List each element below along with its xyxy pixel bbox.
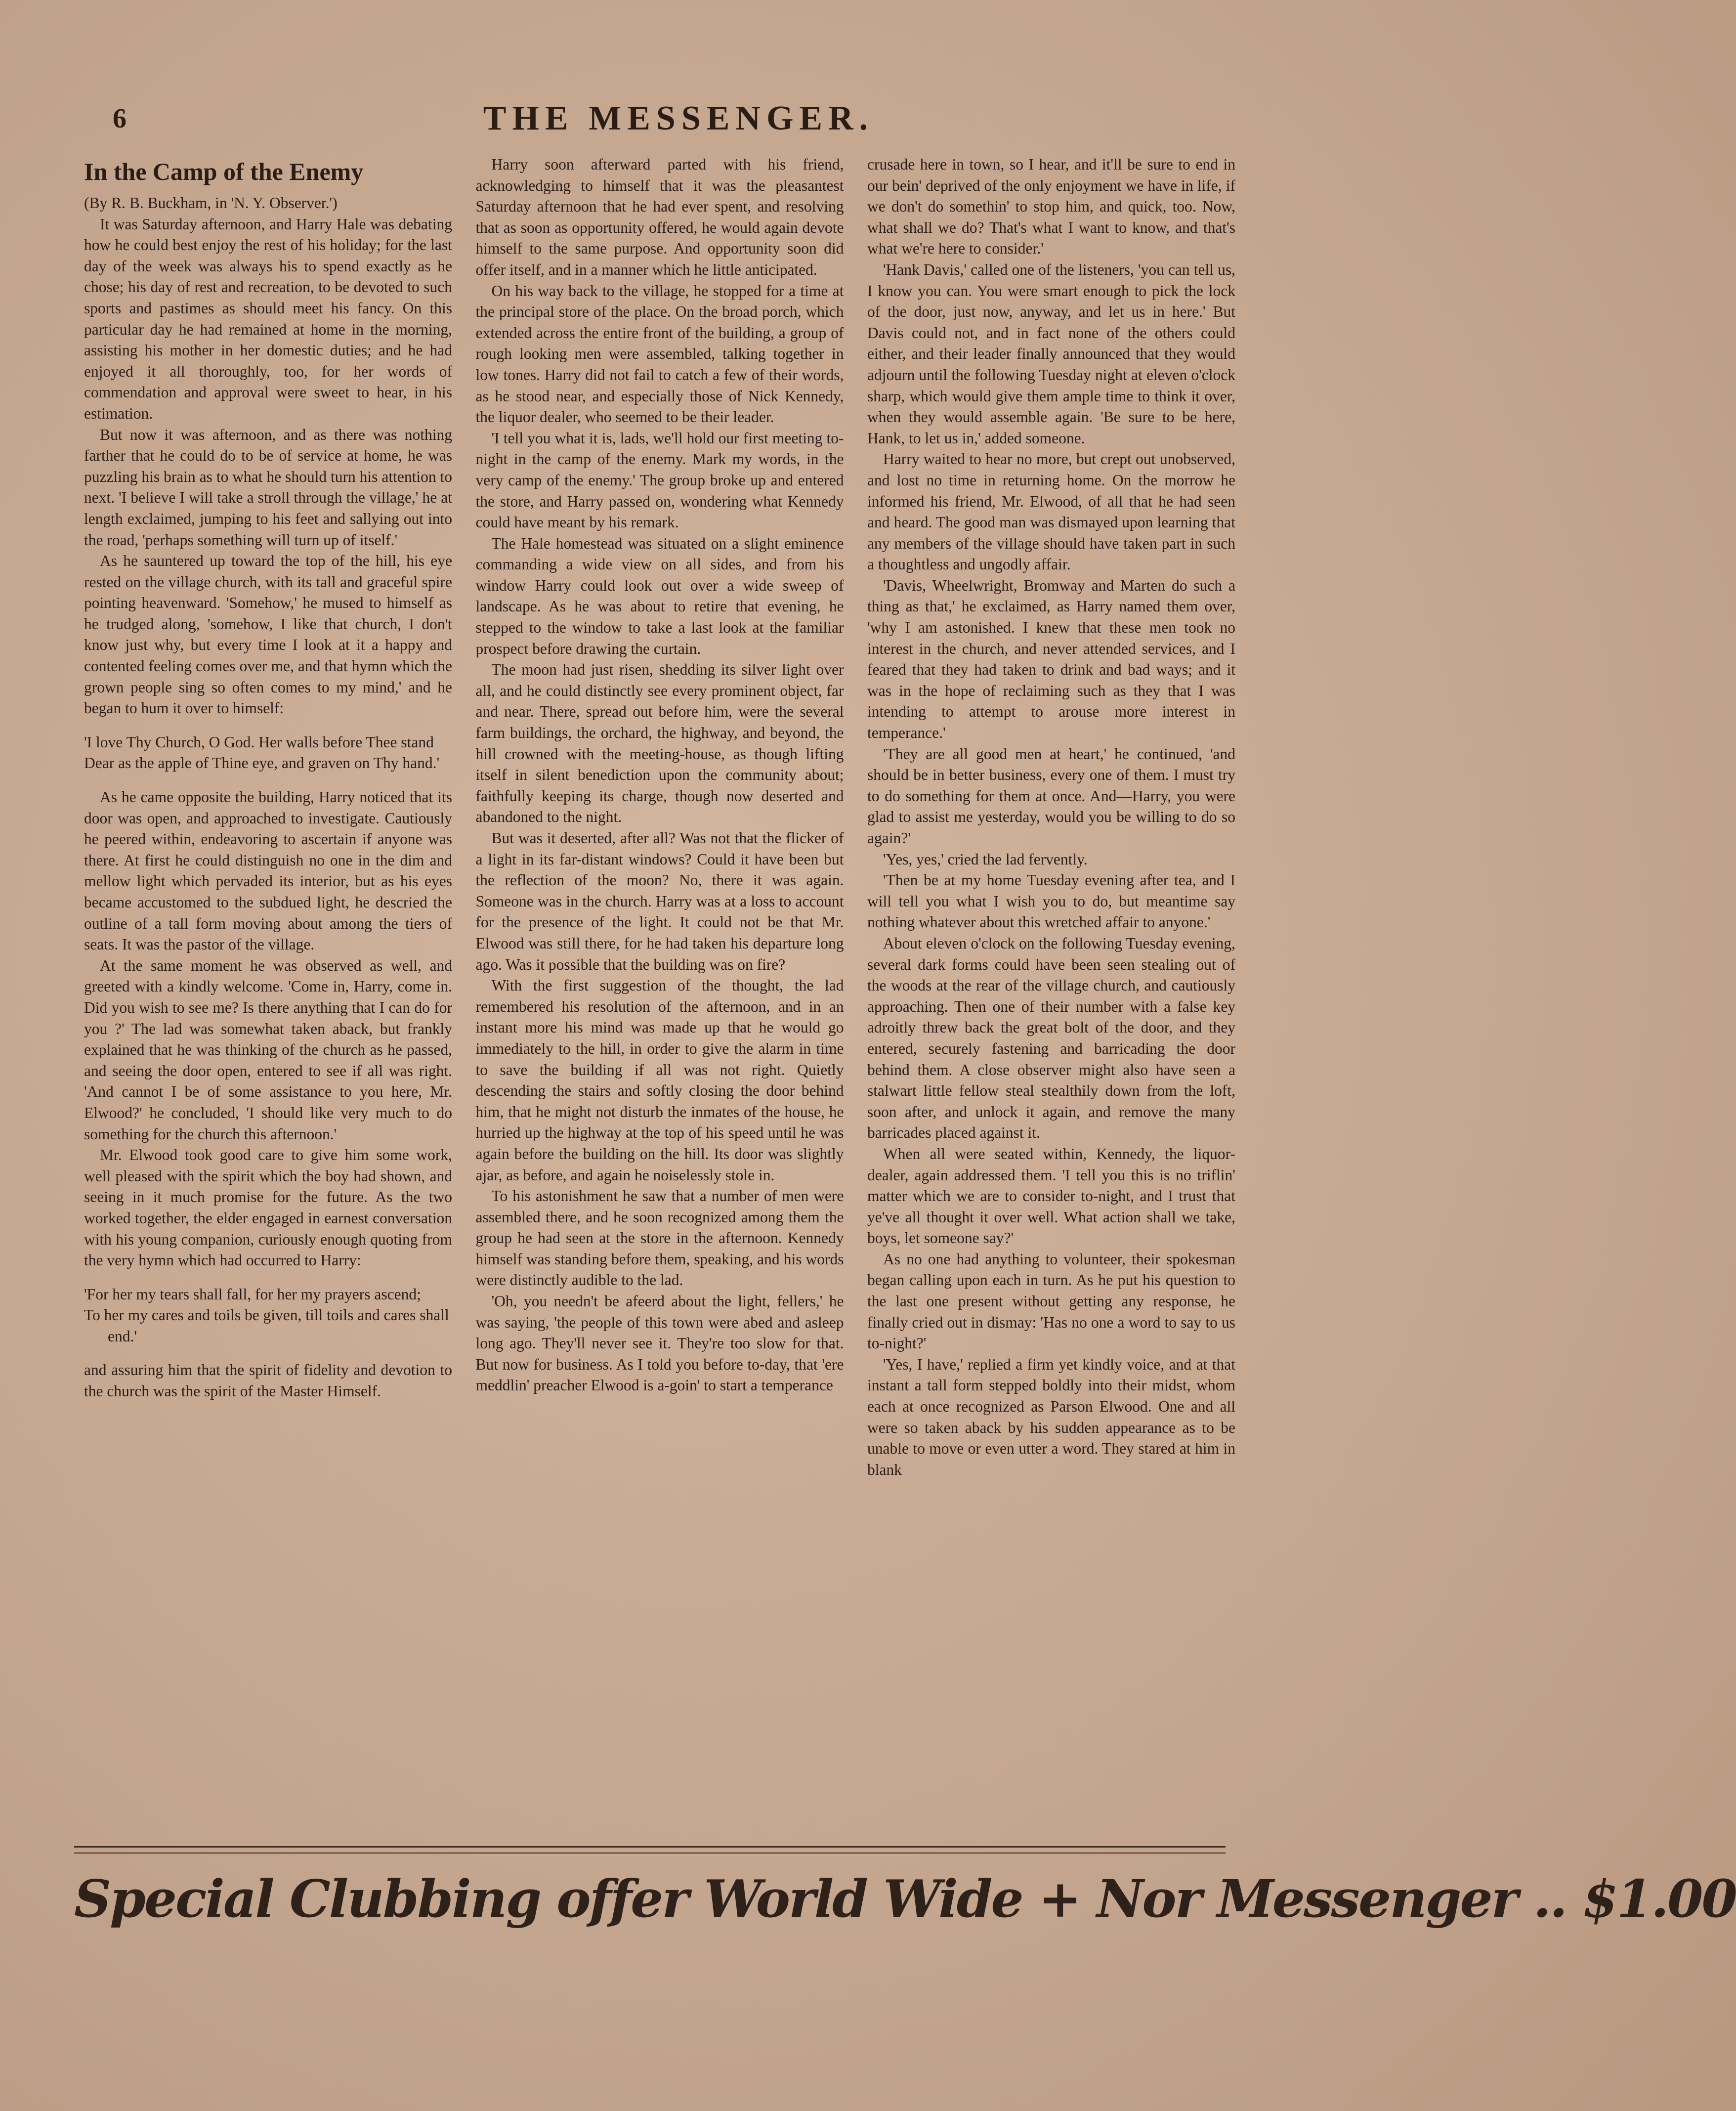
paragraph: On his way back to the village, he stopped for a time at the principal store of the place. On the broad porch, which extended across the entire front of the building, a group of rough looking men were assembled, talking together in low tones. Harry did not fail to catch a few of their words, as he stood near, and especially those of Nick Kennedy, the liquor dealer, who seemed to be their leader. (475, 282, 844, 426)
paragraph: 'Yes, yes,' cried the lad fervently. (883, 850, 1088, 868)
paragraph: crusade here in town, so I hear, and it'll be sure to end in our bein' deprived of the only enjoyment we have in life, if we don't do somethin' to stop him, and quick, too. Now, what shall we do? That's what I want to know, and that's what we're here to consider.' (867, 156, 1235, 258)
paragraph: The Hale homestead was situated on a slight eminence commanding a wide view on all sides, and from his window Harry could look out over a wide sweep of landscape. As he was about to retire that evening, he stepped to the window to take a last look at the familiar prospect before drawing the curtain. (475, 534, 844, 657)
paragraph: 'Hank Davis,' called one of the listeners, 'you can tell us, I know you can. You were smart enough to pick the lock of the door, just now, anyway, and let us in here.' But Davis could not, and in fact none of the others could either, and their leader finally announced that they would adjourn until the following Tuesday night at eleven o'clock sharp, which would give them ample time to think it over, when they would assemble again. 'Be sure to be here, Hank, to let us in,' added someone. (867, 260, 1235, 447)
verse-line: 'For her my tears shall fall, for her my prayers ascend; (84, 1285, 421, 1303)
column-1 (84, 154, 452, 1835)
hymn-verse (84, 732, 452, 774)
paragraph: As he sauntered up toward the top of the hill, his eye rested on the village church, with its tall and graceful spire pointing heavenward. 'Somehow,' he mused to himself as he trudged along, 'somehow, I like that church, I don't know just why, but every time I look at it a happy and contented feeling comes over me, and that hymn which the grown people sing so often comes to my mind,' and he began to hum it over to himself: (84, 552, 452, 717)
paragraph: 'I tell you what it is, lads, we'll hold our first meeting to-night in the camp of the enemy. Mark my words, in the very camp of the enemy.' The group broke up and entered the store, and Harry passed on, wondering what Kennedy could have meant by his remark. (475, 429, 844, 531)
paragraph: 'Then be at my home Tuesday evening after tea, and I will tell you what I wish you to do, but meantime say nothing whatever about this wretched affair to anyone.' (867, 871, 1235, 931)
paragraph: But now it was afternoon, and as there was nothing farther that he could do to be of service at home, he was puzzling his brain as to what he should turn his attention to next. 'I believe I will take a stroll through the village,' he at length exclaimed, jumping to his feet and sallying out into the road, 'perhaps something will turn up of itself.' (84, 426, 452, 549)
verse-line: 'I love Thy Church, O God. Her walls before Thee stand (84, 733, 434, 751)
paragraph: Harry soon afterward parted with his friend, acknowledging to himself that it was the pleasantest Saturday afternoon that he had ever spent, and resolving that as soon as opportunity offered, he would again devote himself to the same purpose. And opportunity soon did offer itself, and in a manner which he little anticipated. (475, 156, 844, 278)
footer-rule (74, 1846, 1226, 1848)
verse-line: To her my cares and toils be given, till toils and cares shall end.' (84, 1306, 449, 1345)
paragraph: 'Yes, I have,' replied a firm yet kindly voice, and at that instant a tall form stepped boldly into their midst, whom each at once recognized as Parson Elwood. One and all were so taken aback by his sudden appearance as to be unable to move or even utter a word. They stared at him in blank (867, 1355, 1235, 1478)
paragraph: The moon had just risen, shedding its silver light over all, and he could distinctly see every prominent object, far and near. There, spread out before him, were the several farm buildings, the orchard, the highway, and beyond, the hill crowned with the meeting-house, as though lifting itself in silent benediction upon the community about; faithfully keeping its charge, though now deserted and abandoned to the night. (475, 661, 844, 826)
paragraph: With the first suggestion of the thought, the lad remembered his resolution of the afternoon, and in an instant more his mind was made up that he would go immediately to the hill, in order to give the alarm in time to save the building if all was not right. Quietly descending the stairs and softly closing the door behind him, that he might not disturb the inmates of the house, he hurried up the highway at the top of his speed until he was again before the building on the hill. Its door was slightly ajar, as before, and again he noiselessly stole in. (475, 977, 844, 1184)
paragraph: To his astonishment he saw that a number of men were assembled there, and he soon recognized among them the group he had seen at the store in the afternoon. Kennedy himself was standing before them, speaking, and his words were distinctly audible to the lad. (475, 1187, 844, 1289)
paragraph: Mr. Elwood took good care to give him some work, well pleased with the spirit which the boy had shown, and seeing in it much promise for the future. As the two worked together, the elder engaged in earnest conversation with his young companion, curiously enough quoting from the very hymn which had occurred to Harry: (84, 1146, 452, 1269)
paragraph: About eleven o'clock on the following Tuesday evening, several dark forms could have been seen stealing out of the woods at the rear of the village church, and cautiously approaching. Then one of their number with a false key adroitly threw back the great bolt of the door, and they entered, securely fastening and barricading the door behind them. A close observer might also have seen a stalwart little fellow steal stealthily down from the loft, soon after, and unlock it again, and remove the many barricades placed against it. (867, 934, 1235, 1142)
paragraph: At the same moment he was observed as well, and greeted with a kindly welcome. 'Come in, Harry, come in. Did you wish to see me? Is there anything that I can do for you ?' The lad was somewhat taken aback, but frankly explained that he was thinking of the church as he passed, and seeing the door open, entered to see if all was right. 'And cannot I be of some assistance to you here, Mr. Elwood?' he concluded, 'I should like very much to do something for the church this afternoon.' (84, 956, 452, 1143)
paragraph: 'They are all good men at heart,' he continued, 'and should be in better business, every one of them. I must try to do something for them at once. And—Harry, you were glad to assist me yesterday, would you be willing to do so again?' (867, 745, 1235, 847)
column-3 (867, 154, 1235, 1835)
masthead: THE MESSENGER. (483, 99, 874, 137)
paragraph: As he came opposite the building, Harry noticed that its door was open, and approached to investigate. Cautiously he peered within, endeavoring to ascertain if anyone was there. At first he could distinguish no one in the dim and mellow light which pervaded its interior, but as his eyes became accustomed to the subdued light, he descried the outline of a tall form moving about among the tiers of seats. It was the pastor of the village. (84, 788, 452, 953)
handwritten-note: Special Clubbing offer World Wide + Nor Messenger .. $1.00 (74, 1868, 1736, 1929)
page-number: 6 (113, 103, 127, 134)
paragraph: 'Oh, you needn't be afeerd about the light, fellers,' he was saying, 'the people of this town were abed and asleep long ago. They'll never see it. They're too slow for that. But now for business. As I told you before to-day, that 'ere meddlin' preacher Elwood is a-goin' to start a temperance (475, 1292, 844, 1394)
article-byline: (By R. B. Buckham, in 'N. Y. Observer.') (84, 194, 338, 212)
paragraph: But was it deserted, after all? Was not that the flicker of a light in its far-distant windows? Could it have been but the reflection of the moon? No, there it was again. Someone was in the church. Harry was at a loss to account for the presence of the light. It could not be that Mr. Elwood was still there, for he had taken his departure long ago. Was it possible that the building was on fire? (475, 829, 844, 973)
paragraph: 'Davis, Wheelwright, Bromway and Marten do such a thing as that,' he exclaimed, as Harry named them over, 'why I am astonished. I knew that these men took no interest in the church, and never attended services, and I feared that they had taken to drink and bad ways; and it was in the hope of reclaiming such as they that I was intending to attempt to arouse more interest in temperance.' (867, 576, 1235, 742)
paragraph: As no one had anything to volunteer, their spokesman began calling upon each in turn. As he put his question to the last one present without getting any response, he finally cried out in dismay: 'Has no one a word to say to us to-night?' (867, 1250, 1235, 1352)
paragraph: and assuring him that the spirit of fidelity and devotion to the church was the spirit of the Master Himself. (84, 1361, 452, 1400)
verse-line: Dear as the apple of Thine eye, and graven on Thy hand.' (84, 754, 440, 772)
article-title: In the Camp of the Enemy (84, 158, 364, 185)
article-columns (84, 154, 1235, 1835)
column-2 (476, 154, 844, 1835)
paragraph: Harry waited to hear no more, but crept out unobserved, and lost no time in returning home. On the morrow he informed his friend, Mr. Elwood, of all that he had seen and heard. The good man was dismayed upon learning that any members of the village should have taken part in such a thoughtless and ungodly affair. (867, 450, 1235, 573)
hymn-verse (84, 1284, 452, 1347)
paragraph: It was Saturday afternoon, and Harry Hale was debating how he could best enjoy the rest of his holiday; for the last day of the week was always his to spend exactly as he chose; his day of rest and recreation, to be devoted to such sports and pastimes as should meet his fancy. On this particular day he had remained at home in the morning, assisting his mother in her domestic duties; and he had enjoyed it all thoroughly, too, for her words of commendation and approval were sweet to hear, in his estimation. (84, 215, 452, 422)
paragraph: When all were seated within, Kennedy, the liquor-dealer, again addressed them. 'I tell you this is no triflin' matter which we are to consider to-night, and I trust that ye've all thought it over well. What action shall we take, boys, let someone say?' (867, 1145, 1235, 1247)
